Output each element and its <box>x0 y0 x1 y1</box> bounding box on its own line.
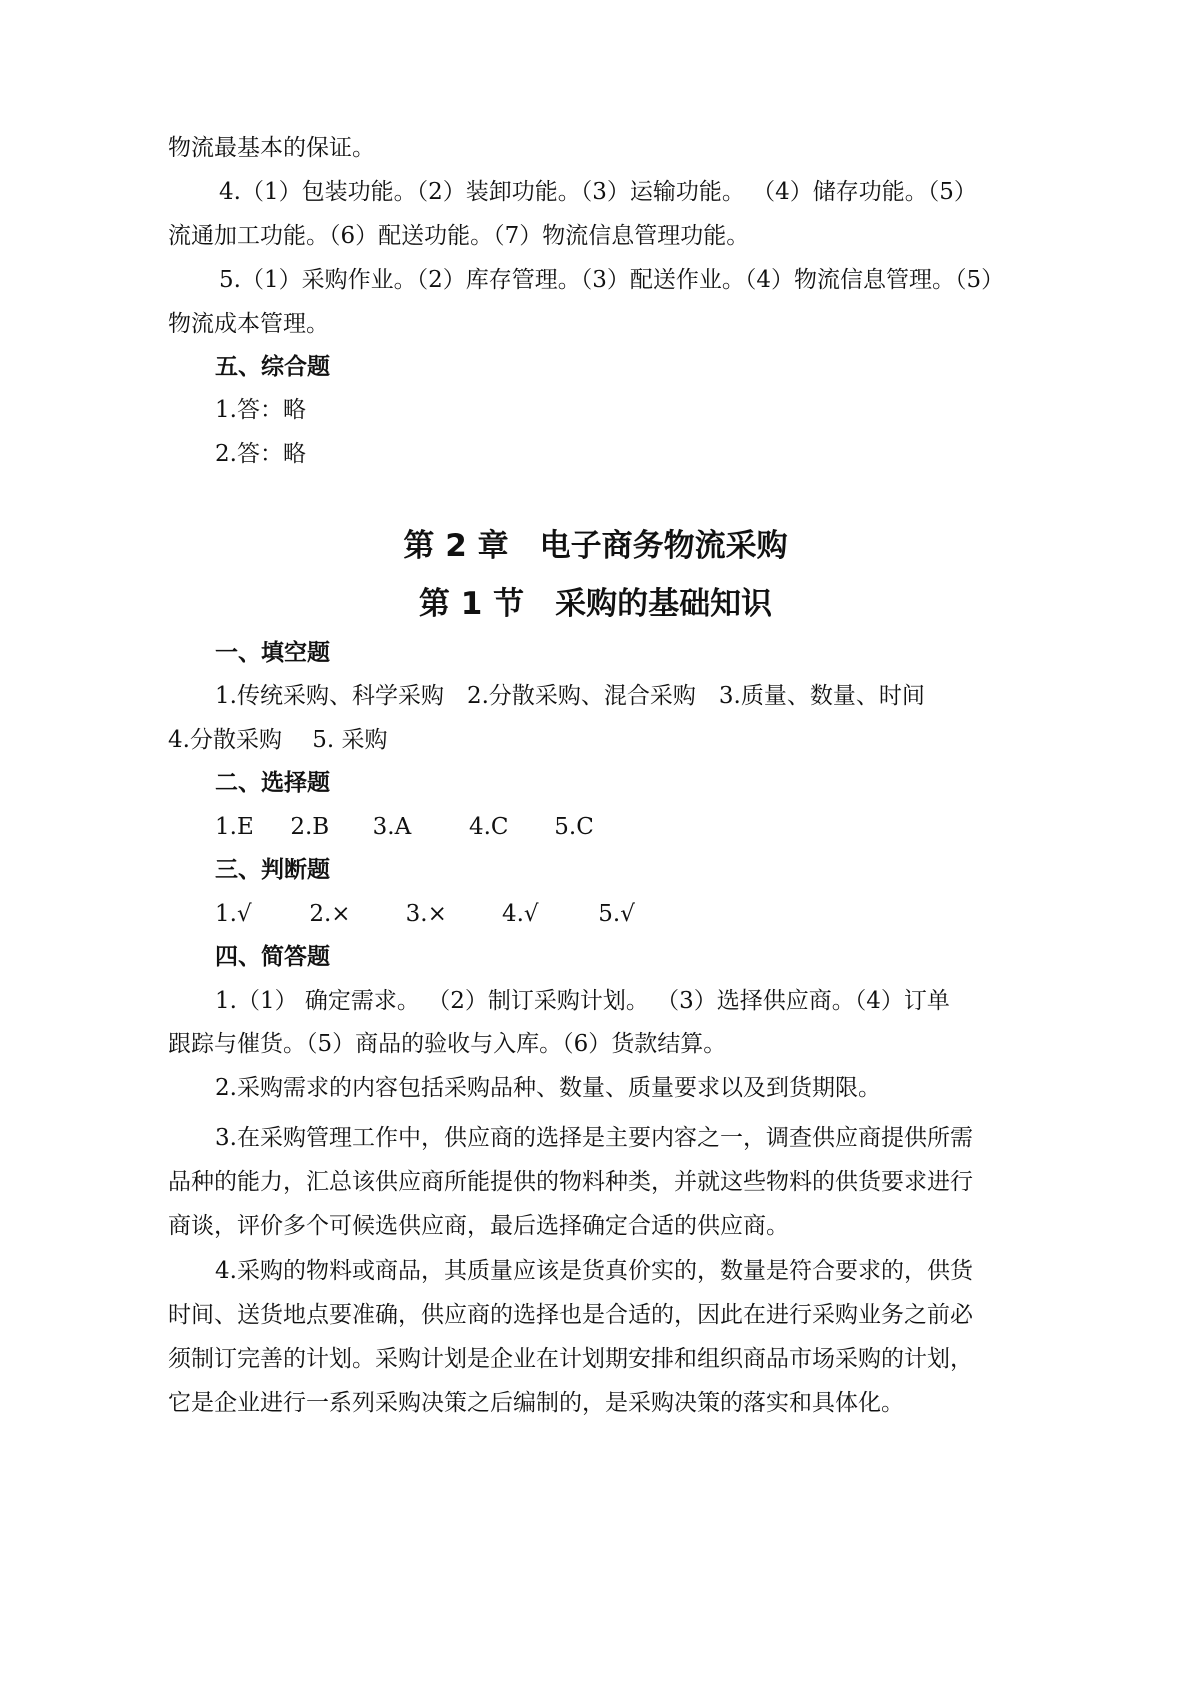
answer-line: 它是企业进行一系列采购决策之后编制的，是采购决策的落实和具体化。 <box>168 1390 904 1416</box>
answer-item: 2.B <box>290 814 330 840</box>
choice-answers <box>215 812 594 842</box>
section-heading: 三、判断题 <box>215 856 330 883</box>
answer-item: 1.√ <box>215 901 252 927</box>
answer-line: 3.在采购管理工作中，供应商的选择是主要内容之一，调查供应商提供所需 <box>215 1125 973 1151</box>
answer-line: 2.答：略 <box>215 441 306 467</box>
paragraph-line: 4.（1）包装功能。（2）装卸功能。（3）运输功能。 （4）储存功能。（5） <box>219 179 977 205</box>
answer-line: 1.答：略 <box>215 397 306 423</box>
answer-line: 4.分散采购 5. 采购 <box>168 727 388 753</box>
section-heading: 一、填空题 <box>215 639 330 666</box>
answer-line: 须制订完善的计划。采购计划是企业在计划期安排和组织商品市场采购的计划， <box>168 1346 973 1372</box>
section-title: 第 1 节 采购的基础知识 <box>418 586 773 622</box>
answer-item: 4.√ <box>501 901 539 927</box>
answer-item: 4.C <box>468 814 509 840</box>
answer-item: 1.E <box>215 814 254 840</box>
answer-line: 商谈，评价多个可候选供应商，最后选择确定合适的供应商。 <box>168 1213 789 1239</box>
answer-item: 5.C <box>554 814 594 840</box>
answer-line: 2.采购需求的内容包括采购品种、数量、质量要求以及到货期限。 <box>215 1075 881 1101</box>
paragraph-line: 物流成本管理。 <box>168 311 329 337</box>
answer-line: 时间、送货地点要准确，供应商的选择也是合适的，因此在进行采购业务之前必 <box>168 1302 973 1328</box>
answer-line: 跟踪与催货。（5）商品的验收与入库。（6）货款结算。 <box>168 1031 727 1057</box>
answer-line: 品种的能力，汇总该供应商所能提供的物料种类，并就这些物料的供货要求进行 <box>168 1169 973 1195</box>
section-heading: 二、选择题 <box>215 769 330 796</box>
paragraph-line: 物流最基本的保证。 <box>168 135 375 161</box>
judge-answers <box>215 899 635 929</box>
answer-line: 1.（1） 确定需求。 （2）制订采购计划。 （3）选择供应商。（4）订单 <box>215 988 950 1014</box>
answer-line: 1.传统采购、科学采购 2.分散采购、混合采购 3.质量、数量、时间 <box>215 683 925 709</box>
answer-line: 4.采购的物料或商品，其质量应该是货真价实的，数量是符合要求的，供货 <box>215 1258 973 1284</box>
paragraph-line: 流通加工功能。（6）配送功能。（7）物流信息管理功能。 <box>168 223 750 249</box>
answer-item: 3.× <box>405 901 447 927</box>
section-heading: 五、综合题 <box>215 353 330 380</box>
answer-item: 2.× <box>309 901 351 927</box>
answer-item: 5.√ <box>598 901 635 927</box>
section-heading: 四、简答题 <box>215 943 330 970</box>
chapter-title: 第 2 章 电子商务物流采购 <box>403 528 788 564</box>
paragraph-line: 5.（1）采购作业。（2）库存管理。（3）配送作业。（4）物流信息管理。（5） <box>219 267 1005 293</box>
answer-item: 3.A <box>372 814 412 840</box>
